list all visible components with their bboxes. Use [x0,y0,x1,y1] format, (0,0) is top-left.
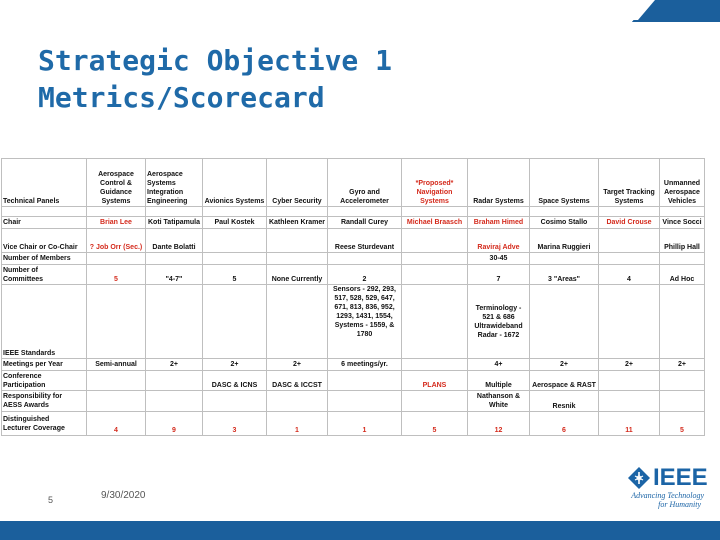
page-number: 5 [48,495,54,505]
cell: 2+ [203,359,267,371]
logo-wordmark: IEEE [653,464,708,491]
cell: 5 [203,265,267,285]
cell: Cosimo Stallo [530,217,599,229]
cell: Sensors - 292, 293, 517, 528, 529, 647, 671, 813, 836, 952, 1293, 1431, 1554, Systems - 1559, & 1780 [328,285,402,359]
meetings-row [2,359,705,371]
cell: 2+ [599,359,660,371]
header-aerospace-systems: Aerospace Systems Integration Engineering [146,159,203,207]
header-space: Space Systems [530,159,599,207]
header-row [2,159,705,207]
cell: Kathleen Kramer [267,217,328,229]
awards-row [2,391,705,412]
header-label: Technical Panels [2,159,87,207]
logo-tagline-1: Advancing Technology [631,491,704,500]
cell: 2 [328,265,402,285]
cell: 7 [468,265,530,285]
row-label-committees: Number of Committees [2,265,87,285]
spacer-row [2,207,705,217]
slide-date: 9/30/2020 [101,490,146,501]
cell: Brian Lee [87,217,146,229]
cell: Nathanson & White [468,391,530,412]
lecturer-row [2,412,705,436]
row-label-conference: Conference Participation [2,371,87,391]
title-line-1: Strategic Objective 1 [38,44,393,77]
cell: 4+ [468,359,530,371]
cell: 5 [660,412,705,436]
header-avionics: Avionics Systems [203,159,267,207]
chair-row [2,217,705,229]
cell: 6 meetings/yr. [328,359,402,371]
cell: 12 [468,412,530,436]
scorecard-table [1,158,705,436]
members-row [2,253,705,265]
cell: 2+ [146,359,203,371]
cell: PLANS [402,371,468,391]
cell: ? Job Orr (Sec.) [87,229,146,253]
cell: 1 [328,412,402,436]
cell: Vince Socci [660,217,705,229]
header-radar: Radar Systems [468,159,530,207]
committees-row [2,265,705,285]
cell: 4 [87,412,146,436]
cell: Multiple [468,371,530,391]
cell: Marina Ruggieri [530,229,599,253]
cell: 2+ [530,359,599,371]
row-label-chair: Chair [2,217,87,229]
cell: 6 [530,412,599,436]
cell: 5 [402,412,468,436]
cell: DASC & ICNS [203,371,267,391]
standards-row [2,285,705,359]
logo-tagline-2: for Humanity [658,500,701,509]
cell: Semi-annual [87,359,146,371]
header-aerospace-control: Aerospace Control & Guidance Systems [87,159,146,207]
cell: Resnik [530,391,599,412]
row-label-meetings: Meetings per Year [2,359,87,371]
conference-row [2,371,705,391]
header-unmanned: Unmanned Aerospace Vehicles [660,159,705,207]
title-line-2: Metrics/Scorecard [38,81,325,114]
cell: 4 [599,265,660,285]
cell: 5 [87,265,146,285]
header-gyro: Gyro and Accelerometer [328,159,402,207]
vice-chair-row [2,229,705,253]
header-cyber: Cyber Security [267,159,328,207]
cell: 30-45 [468,253,530,265]
row-label-standards: IEEE Standards [2,285,87,359]
cell: Ad Hoc [660,265,705,285]
cell: Michael Braasch [402,217,468,229]
cell: 2+ [660,359,705,371]
top-color-band [0,0,720,22]
header-target: Target Tracking Systems [599,159,660,207]
cell: Paul Kostek [203,217,267,229]
cell: 1 [267,412,328,436]
bottom-color-band [0,518,720,540]
cell: Reese Sturdevant [328,229,402,253]
cell: None Currently [267,265,328,285]
ieee-diamond-icon [628,467,650,489]
cell: 3 "Areas" [530,265,599,285]
cell: 3 [203,412,267,436]
cell: 2+ [267,359,328,371]
row-label-members: Number of Members [2,253,87,265]
cell: Dante Bolatti [146,229,203,253]
cell: David Crouse [599,217,660,229]
cell: Terminology - 521 & 686 Ultrawideband Radar - 1672 [468,285,530,359]
cell: "4-7" [146,265,203,285]
header-navigation: *Proposed* Navigation Systems [402,159,468,207]
cell: Raviraj Adve [468,229,530,253]
cell: 11 [599,412,660,436]
slide-title [38,42,392,116]
row-label-vice-chair: Vice Chair or Co-Chair [2,229,87,253]
cell: DASC & ICCST [267,371,328,391]
cell: Randall Curey [328,217,402,229]
ieee-logo [624,462,708,512]
row-label-lecturer: Distinguished Lecturer Coverage [2,412,87,436]
cell: Aerospace & RAST [530,371,599,391]
row-label-awards: Responsibility for AESS Awards [2,391,87,412]
cell: 9 [146,412,203,436]
cell: Phillip Hall [660,229,705,253]
cell: Koti Tatipamula [146,217,203,229]
cell: Braham Himed [468,217,530,229]
